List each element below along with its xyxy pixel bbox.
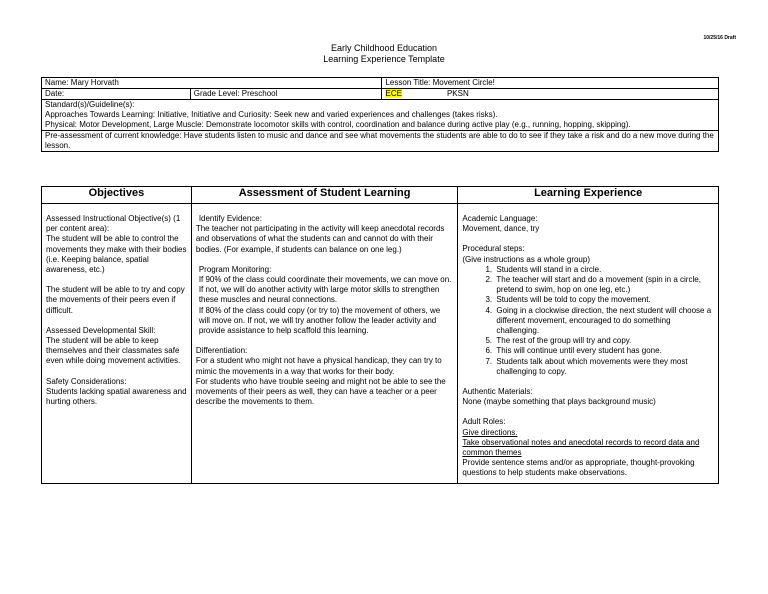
role-2: Take observational notes and anecdotal records to record data and common themes — [462, 437, 700, 458]
differentiation-heading: Differentiation: — [195, 346, 248, 356]
developmental-skill — [46, 326, 187, 367]
academic-language — [462, 214, 714, 234]
evidence-heading: Identify Evidence: — [198, 214, 262, 223]
document-title — [0, 43, 768, 65]
assessment-header: Assessment of Student Learning — [191, 187, 458, 204]
lesson-table — [41, 186, 719, 484]
roles-heading: Adult Roles: — [462, 417, 506, 427]
procedural-list — [462, 265, 714, 377]
lesson-title-cell: Lesson Title: Movement Circle! — [382, 78, 719, 89]
procedural-step: 5. The rest of the group will try and copy. — [494, 336, 714, 346]
materials-heading: Authentic Materials: — [462, 387, 533, 397]
procedural-step: 7. Students talk about which movements were they most challenging to copy. — [494, 357, 714, 377]
instructional-heading: Assessed Instructional Objective(s) (1 per content area): — [46, 214, 181, 234]
program-cell — [382, 89, 719, 100]
developmental-heading: Assessed Developmental Skill: — [46, 325, 156, 335]
evidence-text: The teacher not participating in the activity will keep anecdotal records and observations of what the students can and cannot do with their bodies. (For example, if students can balance on one leg.) — [195, 224, 445, 254]
safety-heading: Safety Considerations: — [46, 376, 127, 386]
procedural-step: 4. Going in a clockwise direction, the next student will choose a different movement, encouraged to do something challenging. — [494, 306, 714, 337]
name-cell: Name: Mary Horvath — [42, 78, 382, 89]
authentic-materials — [462, 387, 714, 407]
standards-line-1: Approaches Towards Learning: Initiative, Initiative and Curiosity: Seek new and varied experiences and challenges (takes risks). — [45, 110, 498, 119]
procedural-heading: Procedural steps: — [462, 244, 525, 254]
monitoring-text-1: If 90% of the class could coordinate their movements, we can move on. If not, we will do another activity with large motor skills to strengthen these muscles and neural connections. — [198, 275, 452, 305]
standards-heading: Standard(s)/Guideline(s): — [45, 100, 135, 109]
differentiation-text-1: For a student who might not have a physical handicap, they can try to mimic the movements in a way that works for their body. — [195, 356, 442, 376]
subtitle: Learning Experience Template — [323, 54, 445, 64]
instructional-objective-1: The student will be able to control the movements they make with their bodies (i.e. Keeping balance, spatial awareness, etc.) — [46, 234, 187, 275]
academic-heading: Academic Language: — [462, 214, 538, 223]
procedural-steps — [462, 244, 714, 377]
role-1: Give directions. — [462, 427, 518, 437]
differentiation-text-2: For students who have trouble seeing and might not be able to see the movements of their peers as well, they can have a teacher or a peer describe the movements to them. — [195, 376, 446, 407]
title: Early Childhood Education — [330, 43, 438, 53]
procedural-step: 6. This will continue until every student has gone. — [494, 346, 714, 356]
standards-line-2: Physical: Motor Development, Large Muscle: Demonstrate locomotor skills with control, coordination and balance during active play (e.g., running, hopping, skipping). — [45, 120, 631, 129]
materials-text: None (maybe something that plays background music) — [462, 397, 656, 407]
safety-considerations — [46, 377, 187, 408]
academic-text: Movement, dance, try — [462, 224, 540, 234]
role-3: Provide sentence stems and/or as appropriate, thought-provoking questions to help students make observations. — [462, 458, 695, 478]
procedural-step: 1. Students will stand in a circle. — [494, 265, 714, 275]
objectives-header: Objectives — [42, 187, 192, 204]
objectives-column — [42, 204, 192, 484]
instructional-objectives — [46, 214, 187, 275]
experience-column — [458, 204, 719, 484]
differentiation — [196, 346, 454, 407]
procedural-intro: (Give instructions as a whole group) — [462, 254, 590, 264]
preassessment-cell: Pre-assessment of current knowledge: Have students listen to music and dance and see what movements the students are able to do to see if they take a risk and do a new move during the lesson. — [42, 131, 719, 152]
safety-text: Students lacking spatial awareness and hurting others. — [46, 386, 187, 407]
procedural-step: 2. The teacher will start and do a movement (spin in a circle, pretend to swim, hop on one leg, etc.) — [494, 275, 714, 295]
program-monitoring — [196, 265, 454, 336]
monitoring-text-2: If 80% of the class could copy (or try to) the movement of others, we will move on. If not, we will try another follow the leader activity and provide assistance to help scaffold this learning. — [198, 305, 441, 336]
procedural-step: 3. Students will be told to copy the movement. — [494, 295, 714, 305]
identify-evidence — [196, 214, 454, 255]
date-cell: Date: — [42, 89, 191, 100]
monitoring-heading: Program Monitoring: — [198, 264, 272, 274]
grade-level-cell: Grade Level: Preschool — [190, 89, 382, 100]
developmental-text: The student will be able to keep themselves and their classmates safe even while doing movement activities. — [46, 336, 181, 366]
ece-label: ECE — [385, 89, 402, 98]
adult-roles — [462, 417, 714, 478]
standards-cell — [42, 100, 719, 131]
experience-header: Learning Experience — [458, 187, 719, 204]
instructional-objective-2: The student will be able to try and copy the movements of their peers even if difficult. — [46, 285, 185, 315]
header-table — [41, 77, 719, 152]
draft-label: 10/25/16 Draft — [703, 35, 736, 41]
pksn-label: PKSN — [446, 89, 469, 98]
assessment-column — [191, 204, 458, 484]
